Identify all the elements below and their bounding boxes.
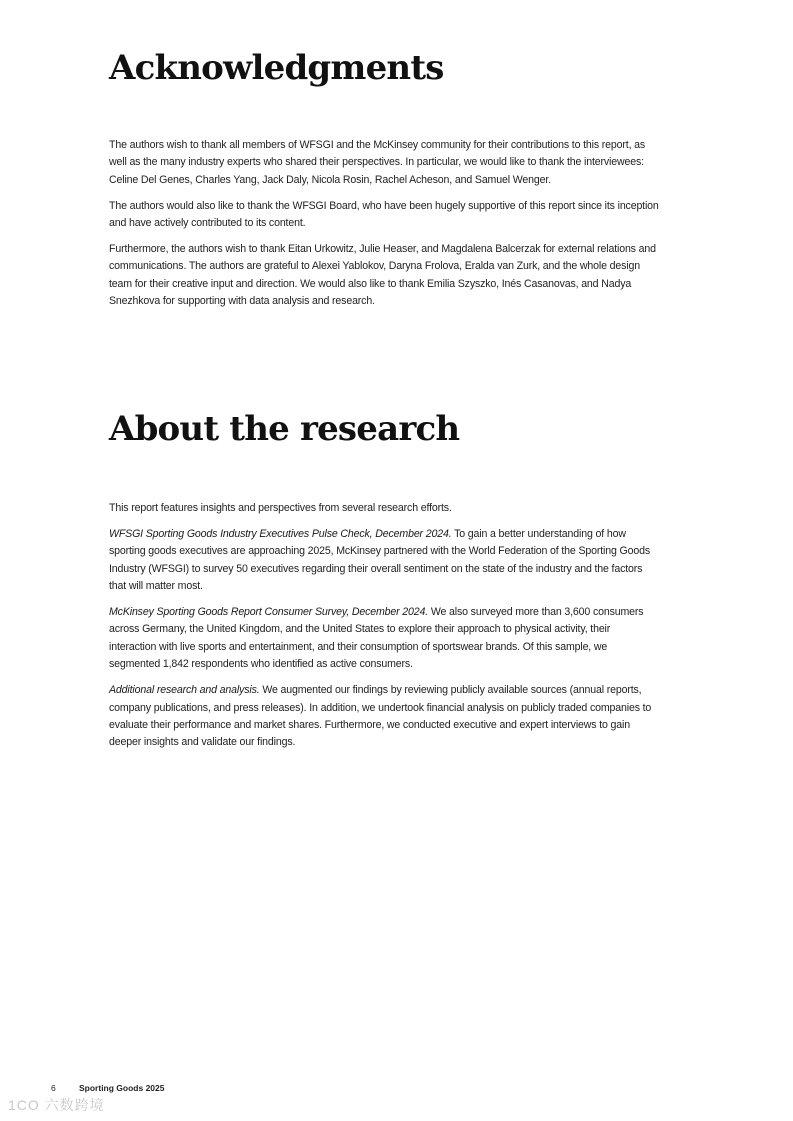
research-item-lead: WFSGI Sporting Goods Industry Executives Pulse Check, December 2024. <box>109 527 452 540</box>
acknowledgments-paragraph: Furthermore, the authors wish to thank Eitan Urkowitz, Julie Heaser, and Magdalena Balcerzak for external relations and communications. The authors are grateful to Alexei Yablokov, Daryna Frolova, Eralda van Zurk, and the whole design team for their creative input and direction. We would also like to thank Emilia Szyszko, Inés Casanovas, and Nadya Snezhkova for supporting with data analysis and research. <box>109 243 656 308</box>
research-item <box>109 682 659 752</box>
page-footer <box>51 1083 165 1093</box>
research-item-lead: McKinsey Sporting Goods Report Consumer Survey, December 2024. <box>109 606 429 619</box>
page-number: 6 <box>51 1083 56 1093</box>
research-item <box>109 604 659 674</box>
acknowledgments-heading: Acknowledgments <box>109 48 444 88</box>
footer-title: Sporting Goods 2025 <box>79 1083 165 1093</box>
about-research-heading: About the research <box>109 409 460 449</box>
research-item-text: We augmented our findings by reviewing publicly available sources (annual reports, company publications, and press releases). In addition, we undertook financial analysis on publicly traded companies to evaluate their performance and market shares. Furthermore, we conducted executive and expert interviews to gain deeper insights and validate our findings. <box>109 684 652 749</box>
research-item-text: To gain a better understanding of how sporting goods executives are approaching 2025, McKinsey partnered with the World Federation of the Sporting Goods Industry (WFSGI) to survey 50 executives regarding their overall sentiment on the state of the industry and the factors that will matter most. <box>109 527 650 593</box>
about-intro: This report features insights and perspectives from several research efforts. <box>109 502 452 514</box>
acknowledgments-body <box>109 137 659 319</box>
research-item-text: We also surveyed more than 3,600 consumers across Germany, the United Kingdom, and the United States to explore their approach to physical activity, their interaction with live sports and entertainment, and their consumption of sportswear brands. Of this sample, we segmented 1,842 respondents who identified as active consumers. <box>109 606 644 671</box>
research-item-lead: Additional research and analysis. <box>109 684 260 697</box>
acknowledgments-paragraph: The authors would also like to thank the WFSGI Board, who have been hugely supportive of this report since its inception and have actively contributed to its content. <box>109 199 659 230</box>
about-research-body <box>109 500 659 760</box>
research-item <box>109 526 659 596</box>
watermark-logo: 1CO 六数跨境 <box>8 1097 105 1113</box>
acknowledgments-paragraph: The authors wish to thank all members of WFSGI and the McKinsey community for their contributions to this report, as well as the many industry experts who shared their perspectives. In particular, we would like to thank the interviewees: Celine Del Genes, Charles Yang, Jack Daly, Nicola Rosin, Rachel Acheson, and Samuel Wenger. <box>109 139 646 186</box>
